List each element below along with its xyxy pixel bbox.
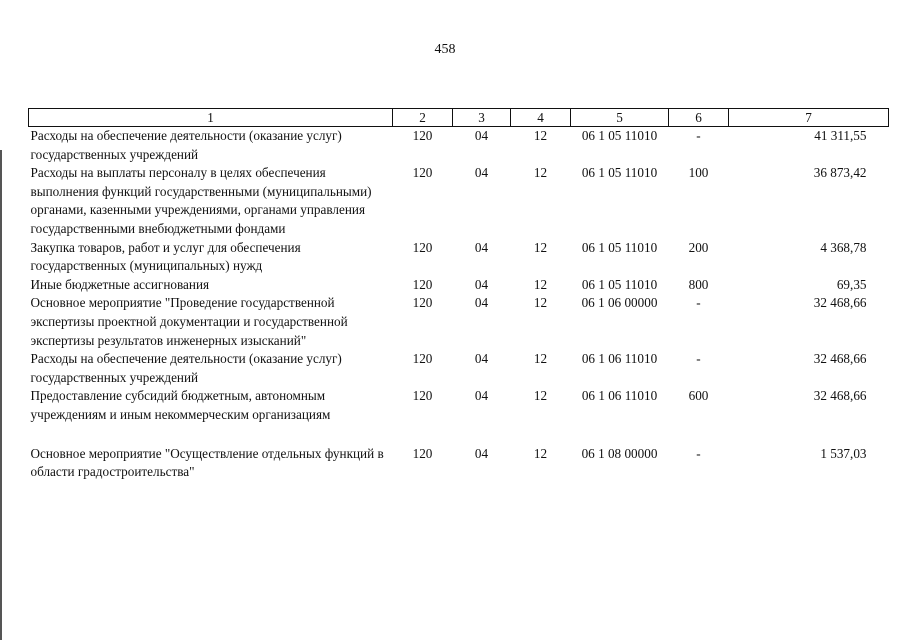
row-amount: 32 468,66 bbox=[813, 351, 867, 367]
row-ministry-code: 120 bbox=[412, 128, 433, 143]
scan-edge-line bbox=[0, 150, 2, 640]
table-spacer-row bbox=[29, 425, 889, 445]
row-subsection-code: 12 bbox=[533, 295, 548, 311]
row-ministry-code: 120 bbox=[412, 351, 433, 367]
row-amount: 1 537,03 bbox=[820, 445, 867, 461]
header-col-6: 6 bbox=[669, 109, 729, 127]
row-amount: 32 468,66 bbox=[813, 295, 867, 311]
table-row bbox=[29, 445, 889, 482]
row-expense-type: 200 bbox=[688, 239, 709, 255]
row-expense-type: - bbox=[696, 295, 701, 311]
row-ministry-code: 120 bbox=[412, 445, 433, 461]
row-section-code: 04 bbox=[474, 276, 489, 292]
row-target-code: 06 1 05 11010 bbox=[581, 128, 658, 143]
row-target-code: 06 1 06 11010 bbox=[581, 388, 658, 404]
row-section-code: 04 bbox=[474, 165, 489, 181]
row-expense-type: 600 bbox=[688, 388, 709, 404]
row-target-code: 06 1 05 11010 bbox=[581, 239, 658, 255]
row-name: Предоставление субсидий бюджетным, автономным учреждениям и иным некоммерческим организациям bbox=[30, 388, 331, 422]
row-section-code: 04 bbox=[474, 295, 489, 311]
row-amount: 32 468,66 bbox=[813, 388, 867, 404]
budget-table bbox=[28, 108, 889, 482]
row-name: Основное мероприятие "Проведение государственной экспертизы проектной документации и государственной экспертизы результатов инженерных изысканий" bbox=[30, 295, 348, 348]
header-col-3: 3 bbox=[453, 109, 511, 127]
row-ministry-code: 120 bbox=[412, 239, 433, 255]
row-subsection-code: 12 bbox=[533, 128, 548, 143]
row-subsection-code: 12 bbox=[533, 351, 548, 367]
row-expense-type: 100 bbox=[688, 165, 709, 181]
row-target-code: 06 1 06 00000 bbox=[581, 295, 658, 311]
row-target-code: 06 1 05 11010 bbox=[581, 276, 658, 292]
table-row bbox=[29, 387, 889, 424]
table-row bbox=[29, 276, 889, 295]
row-subsection-code: 12 bbox=[533, 239, 548, 255]
row-subsection-code: 12 bbox=[533, 388, 548, 404]
row-ministry-code: 120 bbox=[412, 165, 433, 181]
row-amount: 69,35 bbox=[836, 276, 867, 292]
row-section-code: 04 bbox=[474, 445, 489, 461]
row-ministry-code: 120 bbox=[412, 295, 433, 311]
table-row bbox=[29, 164, 889, 238]
table-header-row bbox=[29, 109, 889, 127]
header-col-4: 4 bbox=[511, 109, 571, 127]
row-name: Расходы на обеспечение деятельности (оказание услуг) государственных учреждений bbox=[30, 351, 342, 385]
row-amount: 36 873,42 bbox=[813, 165, 867, 181]
row-section-code: 04 bbox=[474, 351, 489, 367]
row-expense-type: - bbox=[696, 445, 701, 461]
row-section-code: 04 bbox=[474, 239, 489, 255]
header-col-1: 1 bbox=[29, 109, 393, 127]
row-ministry-code: 120 bbox=[412, 388, 433, 404]
table-row bbox=[29, 239, 889, 276]
table-row bbox=[29, 127, 889, 165]
row-section-code: 04 bbox=[474, 128, 489, 143]
header-col-2: 2 bbox=[393, 109, 453, 127]
row-expense-type: - bbox=[696, 128, 701, 143]
row-name: Основное мероприятие "Осуществление отдельных функций в области градостроительства" bbox=[30, 445, 384, 480]
row-name: Расходы на выплаты персоналу в целях обеспечения выполнения функций государственными (муниципальными) органами, казенными учреждениями, органами управления государственными внебюджетными фондами bbox=[30, 165, 372, 236]
row-target-code: 06 1 05 11010 bbox=[581, 165, 658, 181]
table-row bbox=[29, 350, 889, 387]
row-expense-type: 800 bbox=[688, 276, 709, 292]
row-target-code: 06 1 06 11010 bbox=[581, 351, 658, 367]
row-subsection-code: 12 bbox=[533, 165, 548, 181]
row-ministry-code: 120 bbox=[412, 276, 433, 292]
row-name: Иные бюджетные ассигнования bbox=[30, 276, 210, 292]
header-col-5: 5 bbox=[571, 109, 669, 127]
row-subsection-code: 12 bbox=[533, 445, 548, 461]
row-amount: 4 368,78 bbox=[820, 239, 867, 255]
header-col-7: 7 bbox=[729, 109, 889, 127]
row-target-code: 06 1 08 00000 bbox=[581, 445, 658, 461]
row-expense-type: - bbox=[696, 351, 701, 367]
row-name: Закупка товаров, работ и услуг для обеспечения государственных (муниципальных) нужд bbox=[30, 239, 301, 274]
page-number: 458 bbox=[434, 42, 456, 57]
row-amount: 41 311,55 bbox=[814, 128, 867, 143]
row-name: Расходы на обеспечение деятельности (оказание услуг) государственных учреждений bbox=[30, 128, 342, 162]
row-subsection-code: 12 bbox=[533, 276, 548, 292]
row-section-code: 04 bbox=[474, 388, 489, 404]
table-row bbox=[29, 294, 889, 350]
